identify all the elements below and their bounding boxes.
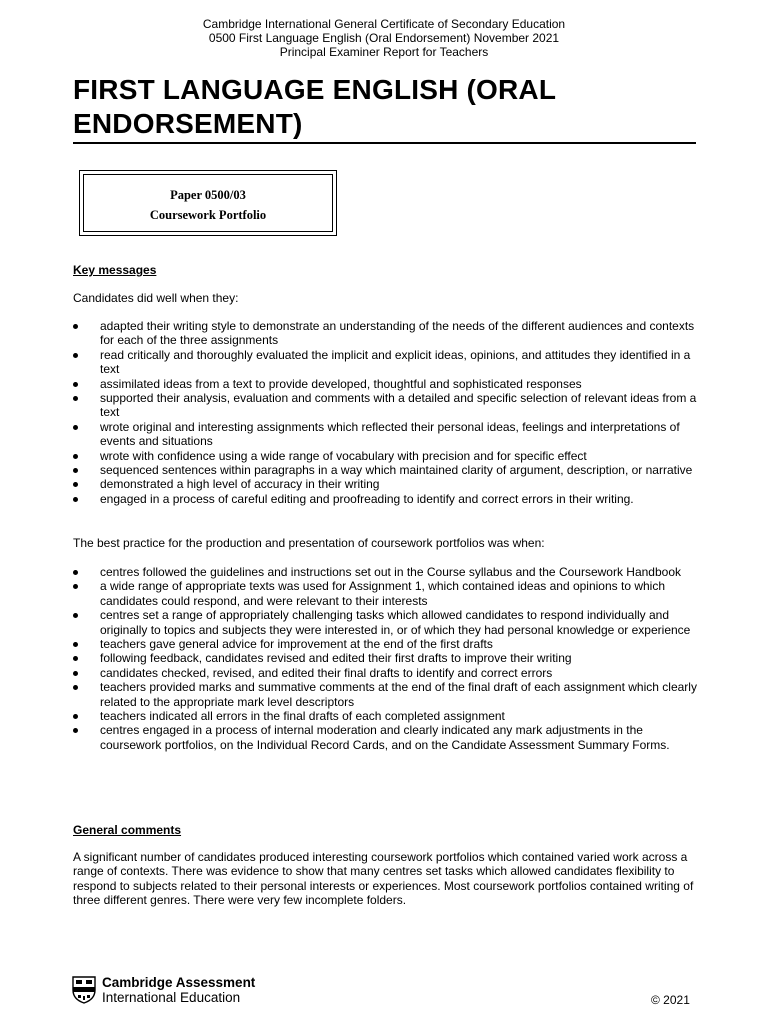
list-item-text: a wide range of appropriate texts was used for Assignment 1, which contained ideas and opinions to which candidates could respond, and were relevant to their interests	[100, 579, 666, 608]
header-line-3: Principal Examiner Report for Teachers	[279, 45, 489, 59]
list-item	[73, 449, 698, 463]
list-item-text: candidates checked, revised, and edited their final drafts to identify and correct errors	[100, 665, 553, 680]
header-line-2: 0500 First Language English (Oral Endorsement) November 2021	[208, 31, 560, 45]
logo-line-1: Cambridge Assessment	[102, 975, 256, 990]
logo-wordmark	[102, 975, 255, 1005]
list-item-text: read critically and thoroughly evaluated the implicit and explicit ideas, opinions, and attitudes they identified in a text	[100, 347, 691, 377]
bullet-icon	[73, 482, 78, 487]
list-item-text: demonstrated a high level of accuracy in their writing	[100, 477, 380, 492]
bullet-icon	[73, 584, 78, 589]
page-title	[73, 73, 693, 141]
list-item	[73, 637, 698, 651]
list-item-text: assimilated ideas from a text to provide developed, thoughtful and sophisticated responses	[100, 376, 582, 391]
bullet-icon	[73, 613, 78, 618]
list-item-text: wrote with confidence using a wide range of vocabulary with precision and for specific effect	[100, 448, 587, 463]
bullet-icon	[73, 396, 78, 401]
cambridge-crest-icon	[72, 976, 96, 1004]
bullet-icon	[73, 570, 78, 575]
list-item	[73, 579, 698, 608]
report-header	[0, 17, 768, 59]
list-item-text: centres engaged in a process of internal moderation and clearly indicated any mark adjustments in the coursework portfolios, on the Individual Record Cards, and on the Candidate Assessment Summary Forms.	[100, 723, 670, 752]
list-item	[73, 709, 698, 723]
logo-line-2: International Education	[102, 990, 241, 1005]
paper-box	[79, 170, 337, 236]
list-item-text: centres set a range of appropriately challenging tasks which allowed candidates to respond individually and originally to topics and subjects they were interested in, or of which they had personal knowledge or experience	[100, 608, 691, 637]
bullet-icon	[73, 425, 78, 430]
list-item-text: teachers gave general advice for improvement at the end of the first drafts	[100, 637, 493, 652]
list-item	[73, 492, 698, 506]
list-item	[73, 608, 698, 637]
list-item-text: sequenced sentences within paragraphs in a way which maintained clarity of argument, description, or narrative	[100, 463, 693, 478]
bullet-icon	[73, 468, 78, 473]
bullet-icon	[73, 497, 78, 502]
paper-number: Paper 0500/03	[170, 188, 246, 202]
list-item	[73, 463, 698, 477]
list-item	[73, 723, 698, 752]
header-line-1: Cambridge International General Certificate of Secondary Education	[202, 17, 566, 31]
list-item	[73, 680, 698, 709]
bullet-icon	[73, 685, 78, 690]
bullet-icon	[73, 382, 78, 387]
bullet-icon	[73, 642, 78, 647]
key-messages-intro: Candidates did well when they:	[73, 291, 239, 305]
list-item-text: teachers indicated all errors in the final drafts of each completed assignment	[100, 709, 505, 724]
general-comments-heading: General comments	[73, 823, 182, 837]
list-item-text: teachers provided marks and summative comments at the end of the final draft of each assignment which clearly related to the appropriate mark level descriptors	[100, 680, 697, 709]
list-item	[73, 651, 698, 665]
list-item	[73, 420, 698, 449]
key-messages-list	[73, 319, 698, 506]
bullet-icon	[73, 671, 78, 676]
list-item	[73, 348, 698, 377]
bullet-icon	[73, 714, 78, 719]
bullet-icon	[73, 353, 78, 358]
list-item-text: following feedback, candidates revised and edited their first drafts to improve their writing	[100, 651, 572, 666]
copyright: © 2021	[651, 993, 690, 1007]
key-messages-heading: Key messages	[73, 263, 157, 277]
bullet-icon	[73, 454, 78, 459]
title-underline	[73, 142, 696, 144]
paper-name: Coursework Portfolio	[149, 208, 267, 222]
list-item-text: centres followed the guidelines and instructions set out in the Course syllabus and the Coursework Handbook	[100, 565, 682, 579]
paper-box-inner	[83, 174, 333, 232]
general-comments-paragraph: A significant number of candidates produced interesting coursework portfolios which contained varied work across a range of contexts. There was evidence to show that many centres set tasks which allowed candidates flexibility to respond to subjects related to their personal interests or experiences. Most coursework portfolios contained writing of three different genres. There were very few incomplete folders.	[73, 850, 694, 908]
list-item	[73, 477, 698, 491]
title-line-1: FIRST LANGUAGE ENGLISH (ORAL	[73, 74, 557, 105]
list-item	[73, 391, 698, 420]
bullet-icon	[73, 656, 78, 661]
list-item-text: engaged in a process of careful editing and proofreading to identify and correct errors in their writing.	[100, 491, 634, 506]
list-item	[73, 319, 698, 348]
bullet-icon	[73, 324, 78, 329]
best-practice-intro: The best practice for the production and presentation of coursework portfolios was when:	[73, 536, 545, 550]
list-item	[73, 666, 698, 680]
list-item-text: wrote original and interesting assignments which reflected their personal ideas, feelings and interpretations of events and situations	[100, 419, 680, 449]
list-item	[73, 377, 698, 391]
list-item-text: supported their analysis, evaluation and comments with a detailed and specific selection of relevant ideas from a text	[100, 391, 697, 420]
best-practice-list	[73, 565, 698, 752]
list-item-text: adapted their writing style to demonstrate an understanding of the needs of the different audiences and contexts for each of the three assignments	[100, 319, 695, 348]
bullet-icon	[73, 728, 78, 733]
title-line-2: ENDORSEMENT)	[73, 108, 303, 139]
list-item	[73, 565, 698, 579]
